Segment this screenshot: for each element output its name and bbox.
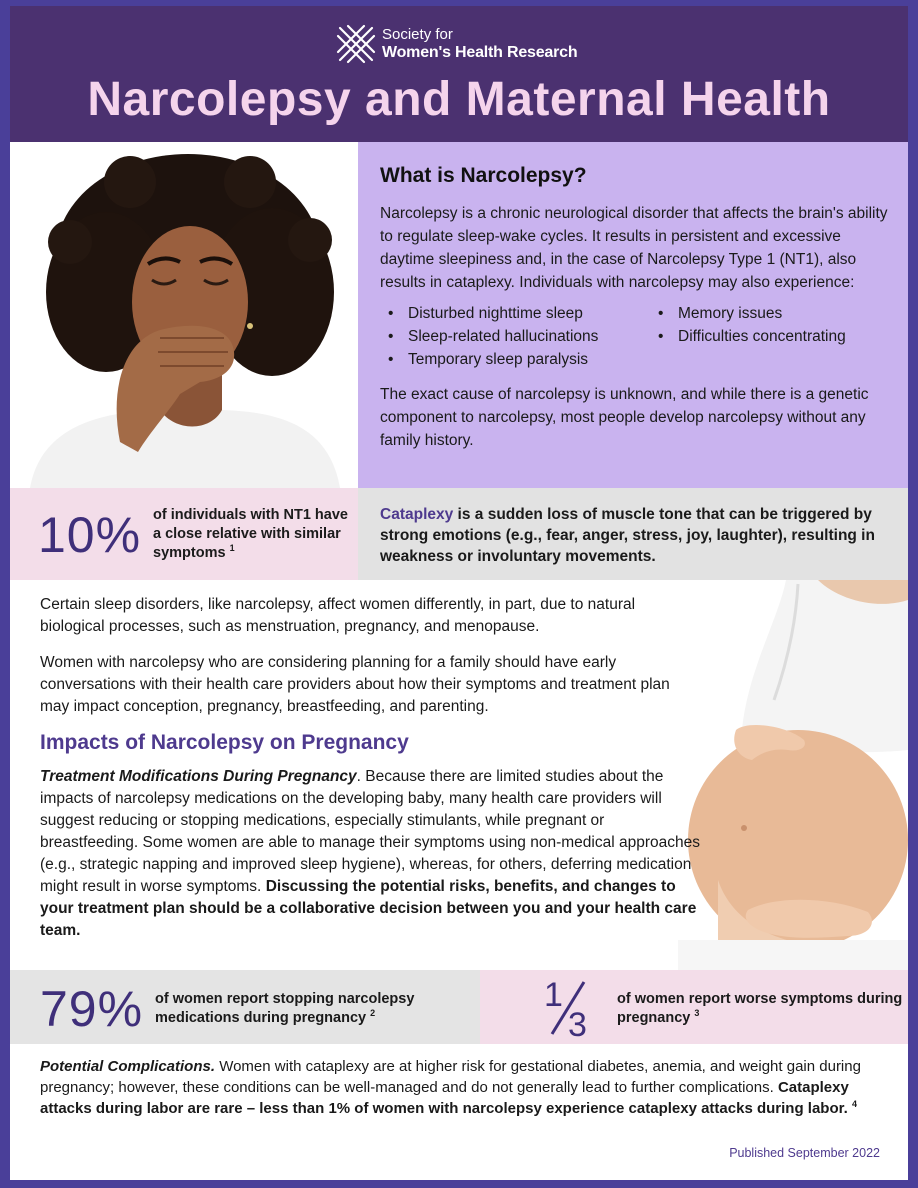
- treatment-body: . Because there are limited studies about the impacts of narcolepsy medications on the developing baby, many health care providers will suggest reducing or stopping medications, especially stimulants, while pregnant or breastfeeding. Some women are able to manage their symptoms using non-medical approaches (e.g., strategic napping and improved sleep hygiene), whereas, for others, deferring medication might result in worse symptoms.: [40, 768, 700, 895]
- treatment-bold: Discussing the potential risks, benefits, and changes to your treatment plan should be a collaborative decision between you and your health care team.: [40, 878, 697, 939]
- symptom-list: [380, 302, 888, 371]
- list-item: • Difficulties concentrating: [650, 325, 846, 348]
- logo-line1: Society for: [382, 26, 453, 43]
- list-item: • Disturbed nighttime sleep: [380, 302, 650, 325]
- pregnant-woman-illustration: [678, 580, 908, 970]
- what-is-narcolepsy-panel: [358, 142, 908, 488]
- footnote-ref: 1: [229, 543, 235, 554]
- published-date: Published September 2022: [729, 1146, 880, 1160]
- stat-value: 10%: [38, 507, 142, 563]
- footnote-ref: 2: [370, 1008, 376, 1019]
- stat-one-third: [480, 970, 908, 1044]
- cataplexy-term: Cataplexy: [380, 506, 454, 523]
- stats-strip-2: [10, 970, 908, 1044]
- fraction-one-third: [540, 976, 600, 1040]
- intro-paragraph-2: Women with narcolepsy who are considering planning for a family should have early conversations with their health care providers about how their symptoms and treatment plan may impact conception, pregnancy, breastfeeding, and parenting.: [40, 654, 670, 715]
- pregnant-woman-image: [678, 580, 908, 970]
- flyer: [10, 6, 908, 1180]
- symptom-column-1: [380, 302, 650, 371]
- what-footer: The exact cause of narcolepsy is unknown, and while there is a genetic component to narcolepsy, most people develop narcolepsy without any family history.: [380, 386, 869, 449]
- woman-yawning-image: [10, 142, 358, 488]
- swhr-logo: [336, 22, 577, 66]
- logo-lattice-icon: [336, 24, 376, 64]
- treatment-paragraph: [40, 766, 700, 942]
- header-banner: [10, 6, 908, 142]
- complications-body: Women with cataplexy are at higher risk for gestational diabetes, anemia, and weight gain during pregnancy; however, these conditions can be well-managed and do not generally lead to further complications.: [40, 1058, 861, 1096]
- complications-paragraph: [40, 1056, 880, 1119]
- stats-strip-1: [10, 488, 908, 580]
- treatment-lead: Treatment Modifications During Pregnancy: [40, 768, 357, 785]
- middle-section: [10, 580, 908, 970]
- cataplexy-definition: [358, 488, 908, 580]
- intro-paragraph-1: Certain sleep disorders, like narcolepsy, affect women differently, in part, due to natural biological processes, such as menstruation, pregnancy, and menopause.: [40, 596, 636, 635]
- stat-caption: of women report worse symptoms during pregnancy $^3$: [617, 991, 903, 1026]
- impacts-heading: Impacts of Narcolepsy on Pregnancy: [40, 731, 409, 754]
- list-item: • Memory issues: [650, 302, 846, 325]
- what-body: Narcolepsy is a chronic neurological disorder that affects the brain's ability to regulate sleep-wake cycles. It results in persistent and excessive daytime sleepiness and, in the case of Narcolepsy Type 1 (NT1), also results in cataplexy. Individuals with narcolepsy may also experience:: [380, 205, 888, 291]
- list-item: • Temporary sleep paralysis: [380, 348, 650, 371]
- stat-caption: of women report stopping narcolepsy medications during pregnancy $^2$: [155, 991, 415, 1026]
- footnote-ref: 3: [694, 1008, 700, 1019]
- list-item: • Sleep-related hallucinations: [380, 325, 650, 348]
- cataplexy-text: is a sudden loss of muscle tone that can be triggered by strong emotions (e.g., fear, anger, stress, joy, laughter), resulting in weakness or involuntary movements.: [380, 506, 875, 565]
- what-title: What is Narcolepsy?: [380, 164, 587, 187]
- complications-bold: Cataplexy attacks during labor are rare – less than 1% of women with narcolepsy experience cataplexy attacks during labor.: [40, 1079, 849, 1117]
- stat-value: 79%: [40, 981, 144, 1037]
- page-title: Narcolepsy and Maternal Health: [87, 73, 831, 126]
- logo-line2: Women's Health Research: [382, 44, 578, 61]
- complications-lead: Potential Complications.: [40, 1058, 216, 1075]
- footnote-ref: 4: [851, 1099, 857, 1109]
- fraction-numerator: 1: [544, 976, 563, 1014]
- stat-caption: of individuals with NT1 have a close relative with similar symptoms $^1$: [153, 507, 348, 561]
- woman-yawning-illustration: [10, 142, 358, 488]
- fraction-denominator: 3: [568, 1006, 587, 1040]
- symptom-column-2: [650, 302, 846, 371]
- stat-10-percent: [10, 488, 358, 580]
- stat-79-percent: [10, 970, 480, 1044]
